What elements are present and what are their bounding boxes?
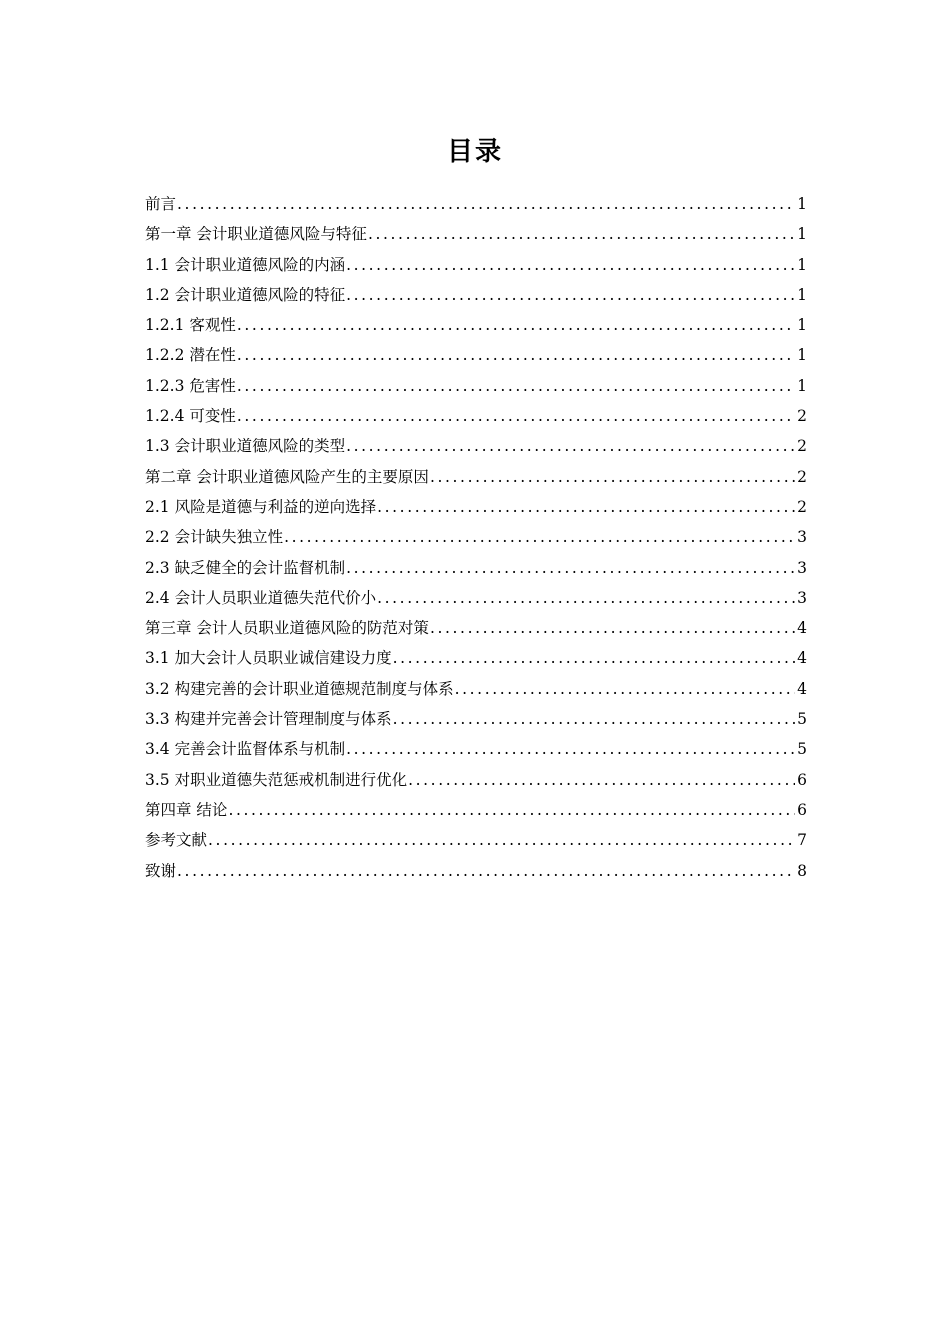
toc-entry-label: 第三章 会计人员职业道德风险的防范对策 xyxy=(145,619,429,638)
toc-entry-page: 1 xyxy=(797,376,807,395)
toc-leader-dots xyxy=(377,492,795,522)
toc-leader-dots xyxy=(430,462,795,492)
toc-entry[interactable] xyxy=(145,310,807,340)
toc-entry-label: 2.1 风险是道德与利益的逆向选择 xyxy=(145,497,377,516)
toc-leader-dots xyxy=(408,765,795,795)
toc-entry-page: 2 xyxy=(797,407,807,426)
toc-entry-page: 4 xyxy=(797,649,807,668)
toc-entry[interactable] xyxy=(145,795,807,825)
toc-entry-label: 2.2 会计缺失独立性 xyxy=(145,528,284,547)
toc-entry-label: 2.3 缺乏健全的会计监督机制 xyxy=(145,558,346,577)
toc-leader-dots xyxy=(346,553,795,583)
toc-entry[interactable] xyxy=(145,613,807,643)
toc-entry[interactable] xyxy=(145,825,807,855)
toc-entry-label: 1.2.2 潜在性 xyxy=(145,346,236,365)
toc-entry-label: 3.2 构建完善的会计职业道德规范制度与体系 xyxy=(145,679,454,698)
toc-entry[interactable] xyxy=(145,189,807,219)
toc-entry-page: 4 xyxy=(797,679,807,698)
toc-leader-dots xyxy=(237,340,795,370)
toc-leader-dots xyxy=(237,310,795,340)
toc-leader-dots xyxy=(177,189,795,219)
toc-entry-label: 3.3 构建并完善会计管理制度与体系 xyxy=(145,710,392,729)
toc-entry-label: 1.2.4 可变性 xyxy=(145,407,236,426)
toc-title: 目录 xyxy=(446,137,503,167)
toc-entry[interactable] xyxy=(145,583,807,613)
toc-entry-label: 1.1 会计职业道德风险的内涵 xyxy=(145,255,346,274)
toc-entry[interactable] xyxy=(145,856,807,886)
toc-entry[interactable] xyxy=(145,734,807,764)
toc-leader-dots xyxy=(368,219,795,249)
toc-entry-page: 2 xyxy=(797,437,807,456)
toc-entry-page: 1 xyxy=(797,346,807,365)
toc-leader-dots xyxy=(228,795,795,825)
toc-list xyxy=(145,189,807,886)
toc-entry-page: 5 xyxy=(797,710,807,729)
toc-leader-dots xyxy=(237,371,795,401)
toc-entry-label: 第二章 会计职业道德风险产生的主要原因 xyxy=(145,467,429,486)
toc-entry[interactable] xyxy=(145,643,807,673)
toc-entry-label: 第四章 结论 xyxy=(145,800,228,819)
toc-entry-page: 1 xyxy=(797,255,807,274)
toc-entry[interactable] xyxy=(145,340,807,370)
toc-entry-label: 1.2.1 客观性 xyxy=(145,316,236,335)
toc-entry-label: 前言 xyxy=(145,195,177,213)
toc-entry-label: 1.3 会计职业道德风险的类型 xyxy=(145,437,346,456)
toc-entry[interactable] xyxy=(145,431,807,461)
toc-entry-page: 3 xyxy=(797,588,807,607)
toc-leader-dots xyxy=(346,431,795,461)
toc-entry-page: 2 xyxy=(797,497,807,516)
toc-leader-dots xyxy=(430,613,795,643)
toc-entry[interactable] xyxy=(145,219,807,249)
toc-leader-dots xyxy=(177,856,795,886)
toc-leader-dots xyxy=(237,401,795,431)
toc-entry[interactable] xyxy=(145,704,807,734)
toc-entry-label: 参考文献 xyxy=(145,831,208,850)
toc-entry-label: 1.2 会计职业道德风险的特征 xyxy=(145,285,346,304)
toc-entry[interactable] xyxy=(145,401,807,431)
toc-entry-page: 6 xyxy=(797,800,807,819)
toc-entry-label: 1.2.3 危害性 xyxy=(145,376,236,395)
toc-entry-page: 4 xyxy=(797,619,807,638)
toc-entry[interactable] xyxy=(145,522,807,552)
toc-entry-page: 1 xyxy=(797,285,807,304)
toc-entry-label: 致谢 xyxy=(145,861,177,880)
toc-leader-dots xyxy=(346,734,795,764)
toc-entry-page: 2 xyxy=(797,467,807,486)
toc-entry-page: 1 xyxy=(797,316,807,335)
toc-entry-page: 3 xyxy=(797,528,807,547)
toc-entry[interactable] xyxy=(145,765,807,795)
toc-entry-label: 3.1 加大会计人员职业诚信建设力度 xyxy=(145,649,392,668)
toc-entry[interactable] xyxy=(145,553,807,583)
toc-leader-dots xyxy=(393,704,796,734)
toc-entry[interactable] xyxy=(145,280,807,310)
toc-entry-label: 2.4 会计人员职业道德失范代价小 xyxy=(145,588,377,607)
toc-leader-dots xyxy=(393,643,796,673)
toc-entry-label: 第一章 会计职业道德风险与特征 xyxy=(145,225,367,244)
toc-entry-page: 5 xyxy=(797,740,807,759)
toc-entry-page: 7 xyxy=(797,831,807,850)
toc-entry-page: 1 xyxy=(797,195,807,213)
toc-leader-dots xyxy=(346,250,795,280)
toc-entry-page: 1 xyxy=(797,225,807,244)
toc-entry[interactable] xyxy=(145,250,807,280)
toc-entry-page: 6 xyxy=(797,770,807,789)
toc-entry-page: 8 xyxy=(797,861,807,880)
toc-leader-dots xyxy=(377,583,795,613)
toc-entry-page: 3 xyxy=(797,558,807,577)
toc-entry[interactable] xyxy=(145,674,807,704)
toc-leader-dots xyxy=(455,674,796,704)
toc-entry[interactable] xyxy=(145,371,807,401)
toc-entry-label: 3.4 完善会计监督体系与机制 xyxy=(145,740,346,759)
toc-leader-dots xyxy=(208,825,795,855)
toc-leader-dots xyxy=(284,522,795,552)
toc-entry-label: 3.5 对职业道德失范惩戒机制进行优化 xyxy=(145,770,408,789)
toc-leader-dots xyxy=(346,280,795,310)
toc-entry[interactable] xyxy=(145,462,807,492)
toc-entry[interactable] xyxy=(145,492,807,522)
